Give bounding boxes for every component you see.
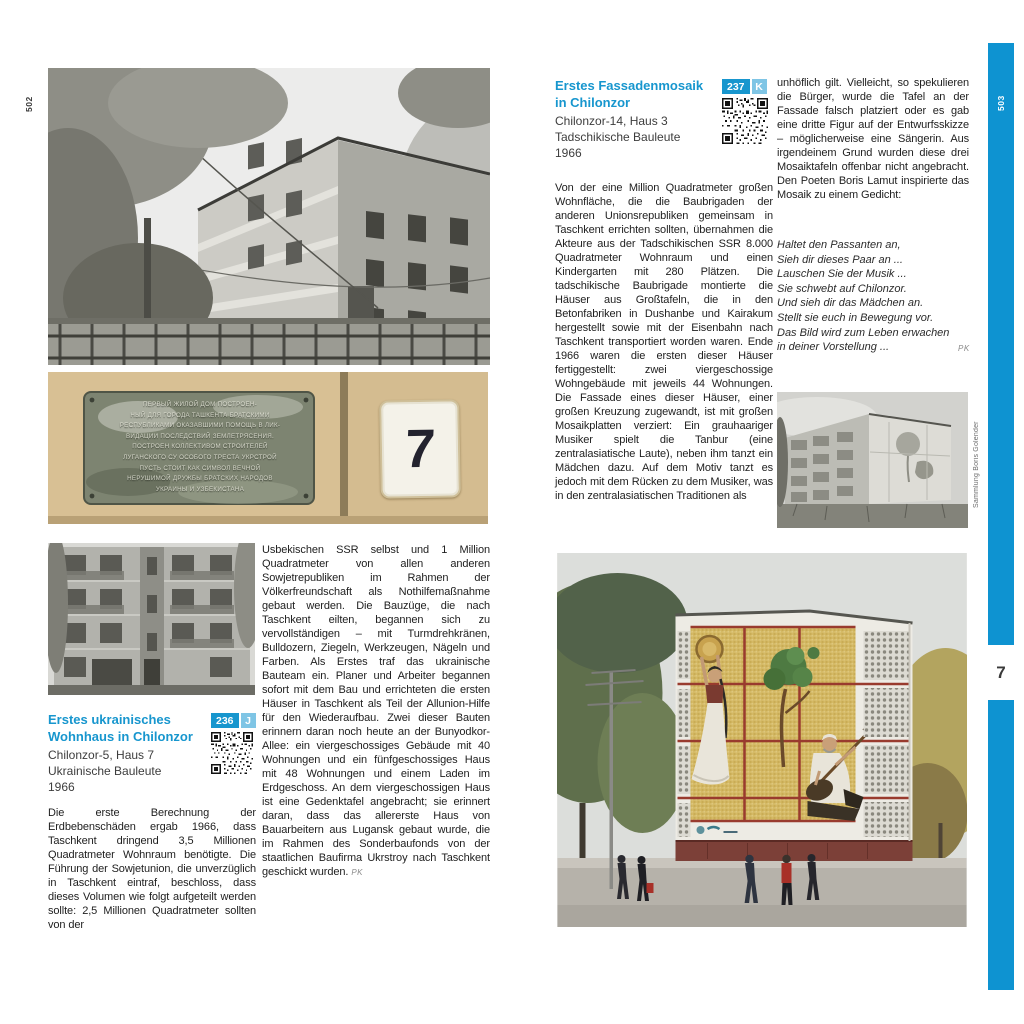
right-article-badge (722, 79, 767, 94)
house-number: 7 (403, 418, 437, 480)
left-article-column1: Die erste Berechnung der Erdbebenschäden ergab 1966, dass Taschkent dringend 3,5 Millionen Quadratmeter Wohnraum benötigte. Die Führung der Sowjetunion, die unverzüglich in Taschkent eintraf, beschloss, dass dieses Volumen wie folgt aufgeteilt werden sollte: 2,5 Millionen Quadratmeter sollten von der (48, 807, 256, 931)
poem-line: Und sieh dir das Mädchen an. (777, 297, 924, 310)
right-article-builders: Tadschikische Bauleute (555, 129, 681, 144)
right-article-column1: Von der eine Million Quadratmeter großen Wohnfläche, die die Baubrigaden der anderen Unionsrepubliken gemeinsam in Taschkent errichten sollten, übernahmen die Akteure aus der Tadschikischen SSR 8.000 Quadratmeter Wohnraum und einen Kindergarten mit 280 Plätzen. Die tadschikische Baubrigade montierte die Häuser aus Großtafeln, die in den Betonfabriken in Dushanbe und Kairakum hergestellt sowie mit der Eisenbahn nach Taschkent transportiert worden waren. Ende 1966 waren die ersten dieser Häuser fertiggestellt: zwei viergeschossige Wohngebäude mit jeweils 44 Wohnungen. Die Fassade eines dieser Häuser, einer großen Kreuzung zugewandt, ist mit großen Mosaikplatten verziert: Ein grauhaariger Musiker spielt die Tanbur (eine zentralasiatische Laute), neben ihm tanzt ein Mädchen dazu. Auf dem Motiv tanzt es jedoch mit dem Rücken zu dem Musiker, was in den zentralasiatischen Traditionen als (555, 182, 773, 502)
right-article-year: 1966 (555, 146, 582, 160)
right-badge-number: 237 (722, 79, 750, 94)
building-photo-illustration (48, 68, 490, 365)
left-article-year: 1966 (48, 780, 75, 794)
left-article-author-mark: PK (351, 868, 363, 877)
poem-line: Lauschen Sie der Musik ... (777, 268, 907, 281)
left-article-title-line2: Wohnhaus in Chilonzor (48, 728, 193, 744)
right-article-title-line2: in Chilonzor (555, 94, 631, 110)
chapter-tab: 7 (996, 662, 1006, 682)
right-article-column2: unhöflich gilt. Vielleicht, so spekulieren die Bürger, wurde die Tafel an der Fassade falsch platziert oder es gab eine dritte Figur auf der Entwurfsskizze – möglicherweise eine Sängerin. Aus irgendeinem Grund wurden diese drei Mosaiktafeln offenbar nicht angebracht. Den Poeten Boris Lamut inspirierte das Mosaik zu einem Gedicht: (777, 77, 969, 201)
facade-photo-illustration (48, 543, 255, 695)
mosaic-photo-illustration (557, 553, 967, 927)
left-article-badge (211, 713, 256, 728)
sidebar-bar-top (988, 43, 1014, 645)
page-number-left: 502 (24, 96, 34, 112)
left-article-column2 (262, 543, 490, 880)
poem-line: Stellt sie euch in Bewegung vor. (777, 311, 934, 324)
left-article-column2-text: Usbekischen SSR selbst und 1 Million Quadratmeter von allen anderen Sowjetrepubliken im Rahmen der Völkerfreundschaft als Nothilfemaßnahme gebaut werden. Die Bauzüge, die nach Taschkent eilten, begannen sich zu vervollständigen – mit Turmdrehkränen, Bulldozern, Ziegeln, Werkzeugen, Nägeln und Farben. Als Erstes traf das ukrainische Bauteam ein. Planer und Arbeiter begannen sofort mit dem Bau und errichteten die ersten Häuser in Taschkent als Teil der Allunion-Hilfe für den Wiederaufbau. Zwei dieser Bauten erinnern daran noch heute an der Bunyodkor-Allee: ein viergeschossiges Gebäude mit 40 Wohnungen und ein fünfgeschossiges Haus mit 48 Wohnungen und einem Laden im Erdgeschoss. An dem viergeschossigen Haus ist eine Gedenktafel angebracht; sie erinnert daran, dass das allererste Haus von Bauarbeitern aus Lugansk gebaut wurde, die im Rahmen des Sonderbaufonds von der staatlichen Baufirma Ukrstroy nach Taschkent geschickt wurden. (262, 544, 490, 878)
photo-ukrainian-house-facade (48, 543, 255, 695)
poem-line: Das Bild wird zum Leben erwachen (777, 326, 950, 339)
photo-credit: Sammlung Boris Golender (973, 421, 980, 508)
left-article-title-line1: Erstes ukrainisches (48, 712, 171, 727)
plaque-inscription: ПЕРВЫЙ ЖИЛОЙ ДОМ ПОСТРОЕН- НЫЙ ДЛЯ ГОРОДА ТАШКЕНТА БРАТСКИМИ РЕСПУБЛИКАМИ ОКАЗАВШИМИ ПОМОЩЬ В ЛИК- ВИДАЦИИ ПОСЛЕДСТВИЙ ЗЕМЛЕТРЯСЕНИЯ. ПОСТРОЕН КОЛЛЕКТИВОМ СТРОИТЕЛЕЙ ЛУГАНСКОГО СУ ОСОБОГО ТРЕСТА УКРСТРОЙ ПУСТЬ СТОИТ КАК СИМВОЛ ВЕЧНОЙ НЕРУШИМОЙ ДРУЖБЫ БРАТСКИХ НАРОДОВ УКРАИНЫ И УЗБЕКИСТАНА (119, 401, 281, 493)
right-article-address: Chilonzor-14, Haus 3 (555, 114, 668, 128)
left-badge-number: 236 (211, 713, 239, 728)
photo-mosaic-house-historical (777, 392, 968, 528)
left-article-builders: Ukrainische Bauleute (48, 763, 162, 778)
poem-line: Sieh dir dieses Paar an ... (777, 253, 903, 266)
photo-ukrainian-house-street-view (48, 68, 490, 365)
left-article-address: Chilonzor-5, Haus 7 (48, 748, 155, 762)
right-article-title-line1: Erstes Fassadenmosaik (555, 78, 704, 93)
poem-line: Sie schwebt auf Chilonzor. (777, 282, 907, 295)
house-number-plate (379, 399, 461, 498)
left-badge-letter: J (241, 713, 256, 728)
photo-memorial-plaque-and-house-number (48, 372, 488, 524)
photo-mosaic-facade-today (557, 553, 967, 927)
poem-author-mark: PK (958, 344, 970, 353)
qr-code-left (211, 732, 253, 774)
poem-line: Haltet den Passanten an, (777, 239, 901, 251)
qr-code-icon (211, 732, 253, 774)
poem-line: in deiner Vorstellung ... (777, 341, 890, 354)
qr-code-icon (722, 98, 768, 144)
poem (777, 238, 969, 355)
qr-code-right (722, 98, 768, 144)
page-number-right: 503 (996, 95, 1006, 111)
historical-photo-illustration (777, 392, 968, 528)
sidebar-bar-bottom (988, 700, 1014, 990)
right-badge-letter: K (752, 79, 767, 94)
left-article-header (48, 712, 210, 796)
right-article-header (555, 78, 721, 162)
